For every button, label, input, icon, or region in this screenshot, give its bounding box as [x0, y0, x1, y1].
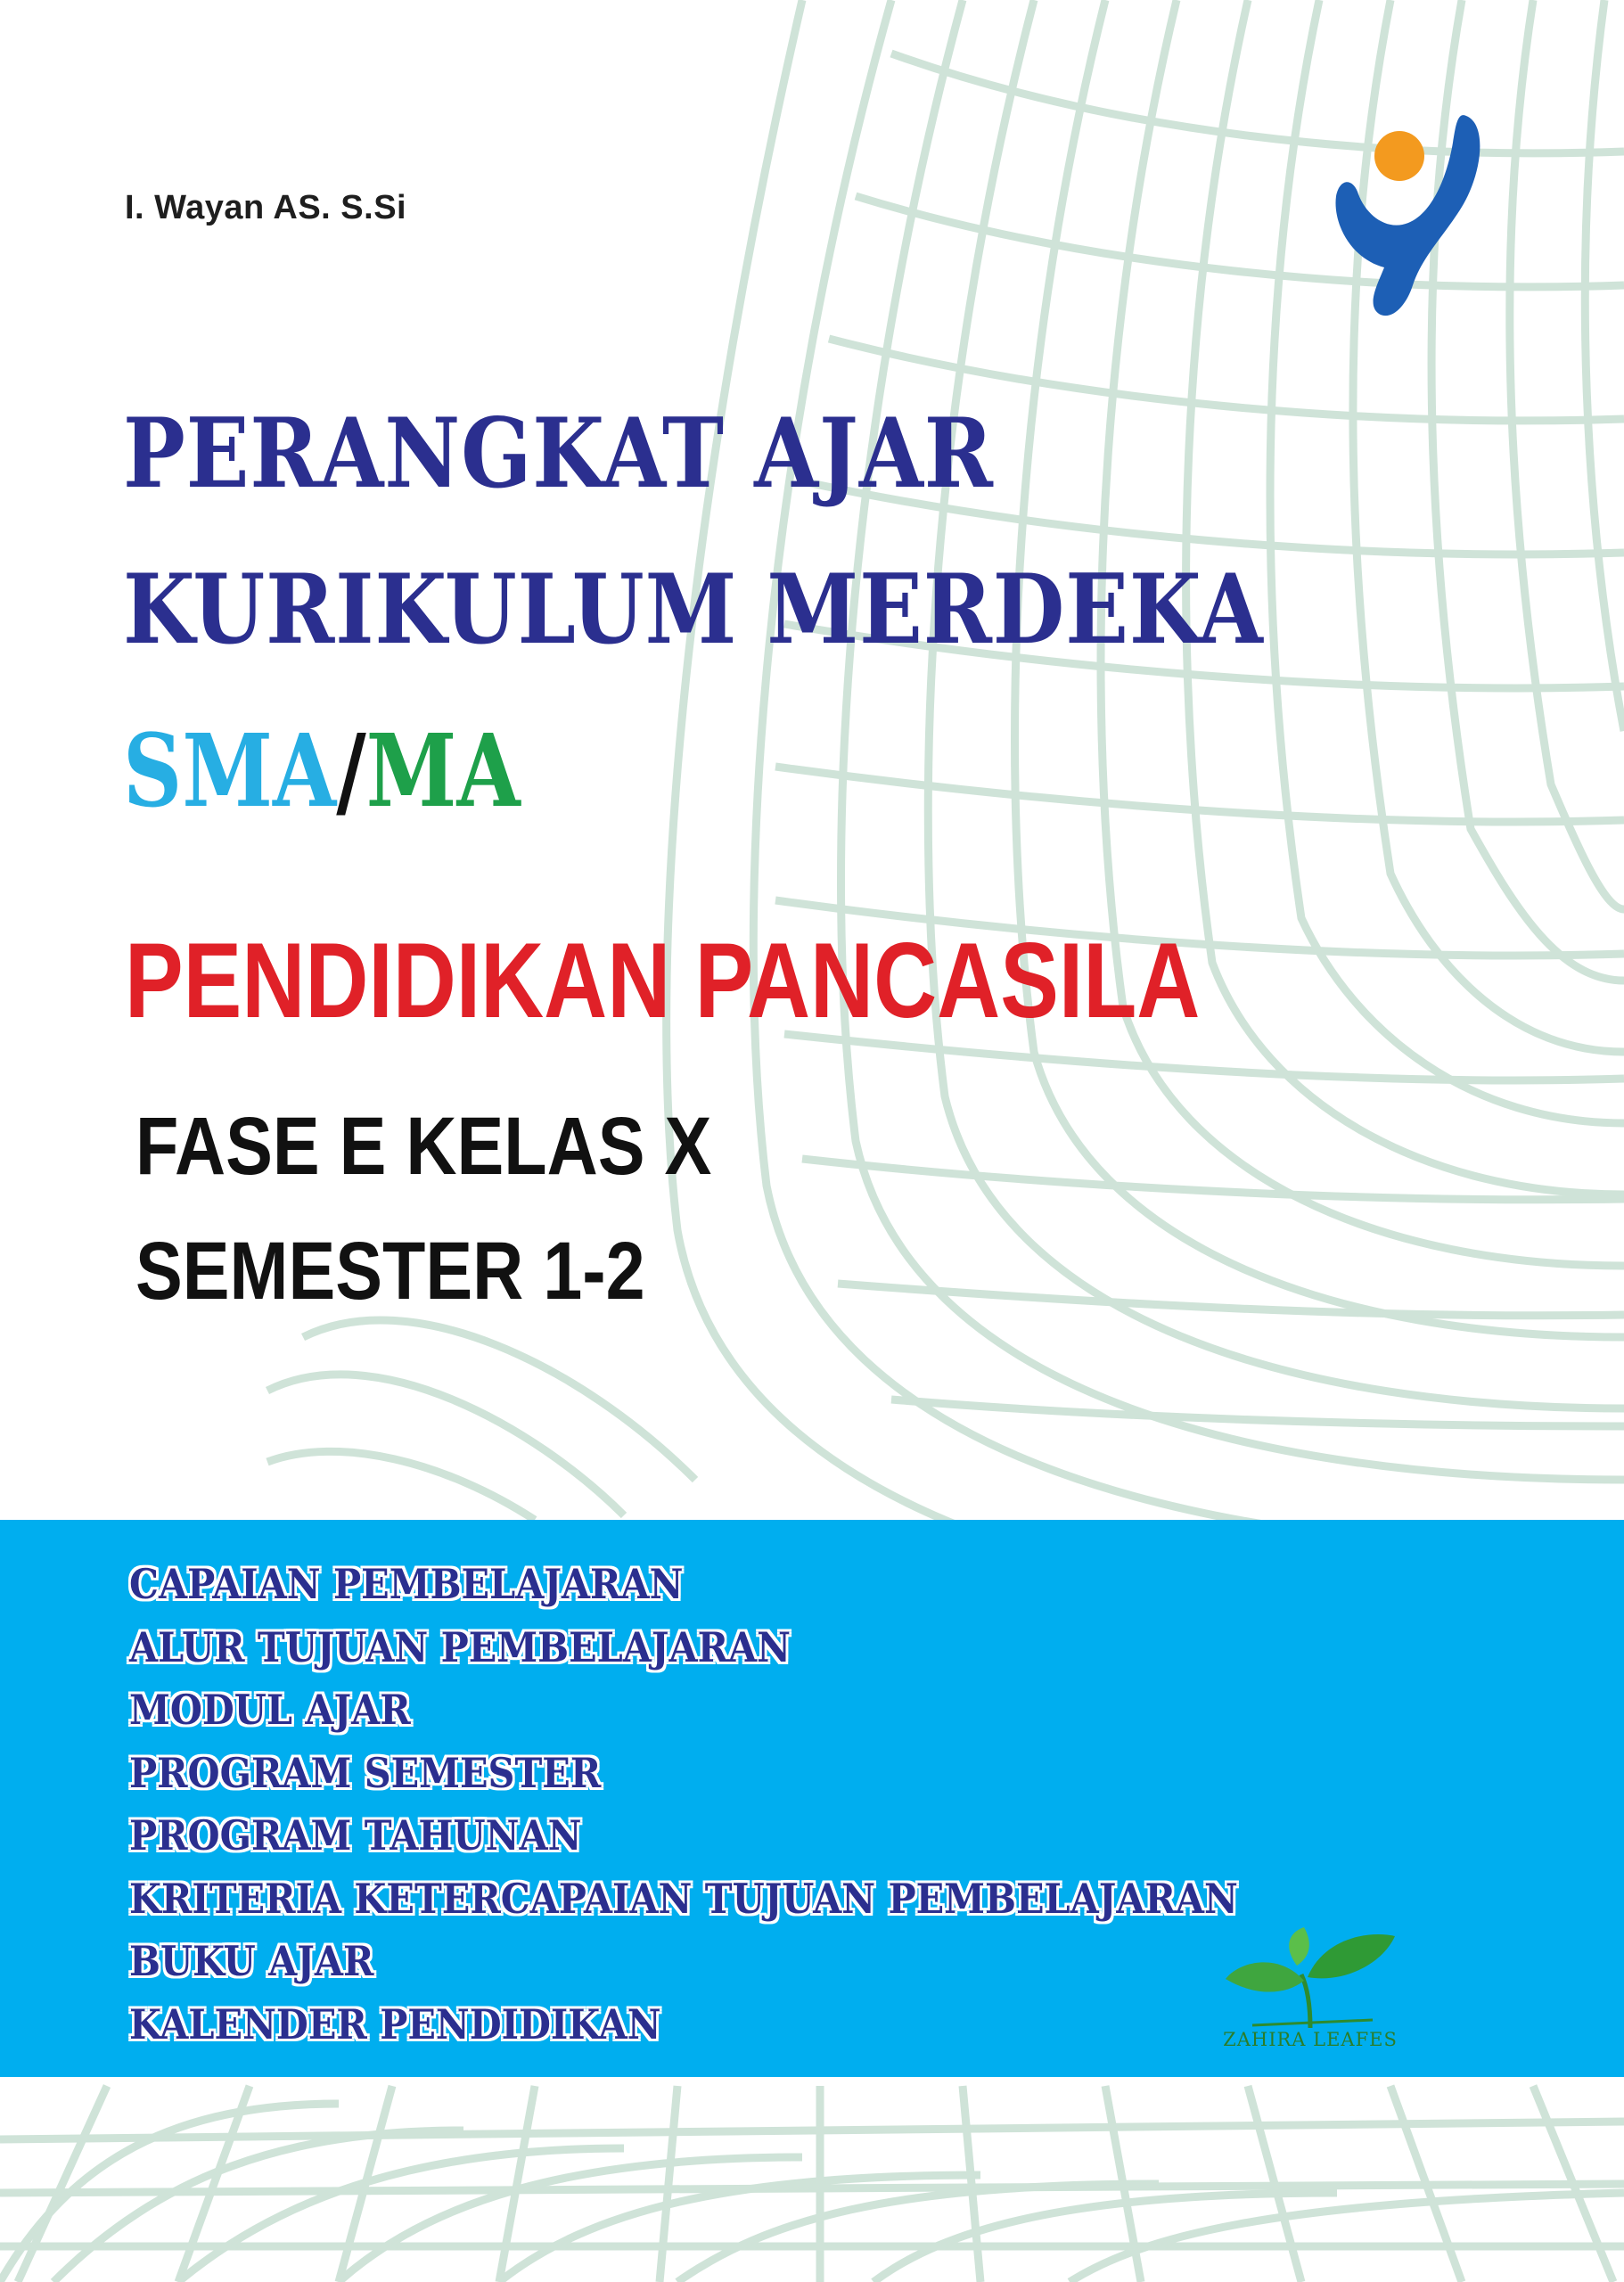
school-level [123, 713, 521, 830]
list-item: PROGRAM TAHUNAN [129, 1811, 582, 1859]
list-item: KRITERIA KETERCAPAIAN TUJUAN PEMBELAJARAN [129, 1874, 1238, 1923]
semester: SEMESTER 1-2 [135, 1226, 645, 1317]
list-item: BUKU AJAR [129, 1937, 374, 1985]
level-ma: MA [365, 713, 521, 830]
level-sma: SMA [123, 713, 337, 830]
list-item: KALENDER PENDIDIKAN [129, 1999, 661, 2048]
list-item: PROGRAM SEMESTER [129, 1748, 602, 1797]
publisher-name: ZAHIRA LEAFES [1223, 2029, 1398, 2050]
list-item: CAPAIAN PEMBELAJARAN [129, 1560, 684, 1608]
phase-class: FASE E KELAS X [135, 1101, 712, 1192]
author-name: I. Wayan AS. S.Si [125, 189, 407, 226]
title-line-1: PERANGKAT AJAR [123, 398, 994, 510]
subject-title: PENDIDIKAN PANCASILA [125, 921, 1201, 1040]
list-item: MODUL AJAR [129, 1686, 411, 1734]
title-line-2: KURIKULUM MERDEKA [123, 554, 1264, 666]
publisher-logo [1190, 1925, 1431, 2068]
contents-list [129, 1553, 1361, 2056]
person-logo-icon [1324, 107, 1493, 330]
leaf-sprout-icon [1190, 1925, 1431, 2032]
level-slash: / [336, 713, 366, 830]
list-item: ALUR TUJUAN PEMBELAJARAN [129, 1622, 791, 1671]
